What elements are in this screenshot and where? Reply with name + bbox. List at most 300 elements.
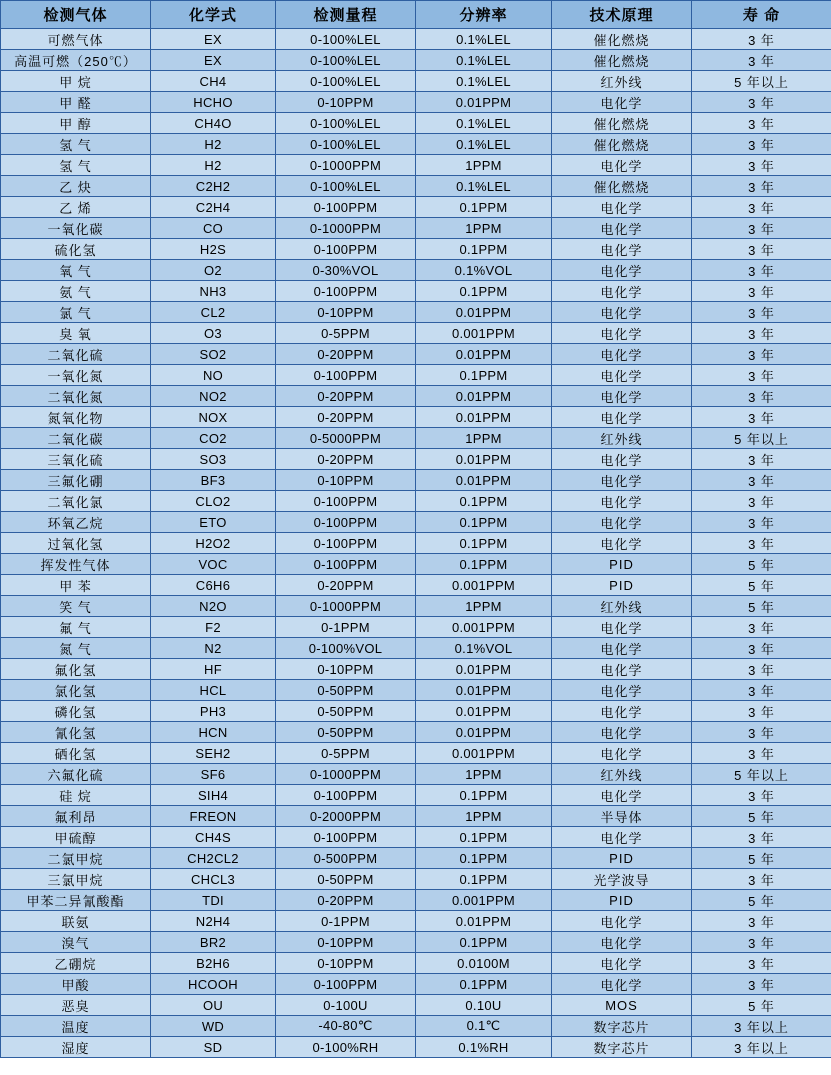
cell-detection-range: 0-100%LEL bbox=[276, 134, 416, 155]
table-row bbox=[1, 785, 831, 806]
cell-detection-range: 0-1000PPM bbox=[276, 218, 416, 239]
cell-resolution: 0.1PPM bbox=[416, 974, 552, 995]
cell-resolution: 0.001PPM bbox=[416, 323, 552, 344]
cell-detection-range: 0-100%LEL bbox=[276, 29, 416, 50]
cell-gas-name: 二氧化碳 bbox=[1, 428, 151, 449]
cell-resolution: 0.01PPM bbox=[416, 722, 552, 743]
cell-gas-name: 高温可燃（250℃） bbox=[1, 50, 151, 71]
cell-chemical-formula: EX bbox=[151, 50, 276, 71]
cell-gas-name: 二氧化硫 bbox=[1, 344, 151, 365]
cell-gas-name: 环氧乙烷 bbox=[1, 512, 151, 533]
table-row bbox=[1, 722, 831, 743]
cell-technical-principle: 电化学 bbox=[552, 239, 692, 260]
cell-gas-name: 三氯甲烷 bbox=[1, 869, 151, 890]
cell-detection-range: 0-100U bbox=[276, 995, 416, 1016]
cell-lifetime: 3 年 bbox=[692, 197, 831, 218]
cell-technical-principle: 电化学 bbox=[552, 743, 692, 764]
table-row bbox=[1, 638, 831, 659]
cell-gas-name: 乙 炔 bbox=[1, 176, 151, 197]
cell-technical-principle: 电化学 bbox=[552, 932, 692, 953]
cell-chemical-formula: C2H2 bbox=[151, 176, 276, 197]
table-row bbox=[1, 491, 831, 512]
table-row bbox=[1, 386, 831, 407]
cell-detection-range: 0-100%VOL bbox=[276, 638, 416, 659]
table-row bbox=[1, 533, 831, 554]
cell-detection-range: 0-50PPM bbox=[276, 701, 416, 722]
cell-resolution: 0.001PPM bbox=[416, 890, 552, 911]
cell-detection-range: 0-10PPM bbox=[276, 932, 416, 953]
cell-detection-range: 0-20PPM bbox=[276, 575, 416, 596]
cell-technical-principle: 红外线 bbox=[552, 596, 692, 617]
cell-chemical-formula: OU bbox=[151, 995, 276, 1016]
cell-resolution: 0.001PPM bbox=[416, 575, 552, 596]
cell-detection-range: 0-100PPM bbox=[276, 365, 416, 386]
cell-resolution: 1PPM bbox=[416, 764, 552, 785]
cell-resolution: 0.1%RH bbox=[416, 1037, 552, 1058]
column-header-range: 检测量程 bbox=[276, 1, 416, 29]
cell-gas-name: 温度 bbox=[1, 1016, 151, 1037]
cell-resolution: 0.1%LEL bbox=[416, 176, 552, 197]
cell-technical-principle: 电化学 bbox=[552, 344, 692, 365]
cell-detection-range: 0-100%RH bbox=[276, 1037, 416, 1058]
cell-technical-principle: 电化学 bbox=[552, 302, 692, 323]
cell-resolution: 0.001PPM bbox=[416, 617, 552, 638]
cell-gas-name: 甲 醇 bbox=[1, 113, 151, 134]
cell-resolution: 0.01PPM bbox=[416, 449, 552, 470]
cell-technical-principle: 催化燃烧 bbox=[552, 29, 692, 50]
cell-detection-range: 0-100%LEL bbox=[276, 113, 416, 134]
table-row bbox=[1, 512, 831, 533]
cell-gas-name: 笑 气 bbox=[1, 596, 151, 617]
cell-detection-range: 0-1000PPM bbox=[276, 764, 416, 785]
column-header-principle: 技术原理 bbox=[552, 1, 692, 29]
cell-technical-principle: 电化学 bbox=[552, 365, 692, 386]
cell-chemical-formula: CH4 bbox=[151, 71, 276, 92]
cell-lifetime: 3 年 bbox=[692, 302, 831, 323]
cell-technical-principle: 电化学 bbox=[552, 260, 692, 281]
cell-resolution: 0.1PPM bbox=[416, 827, 552, 848]
cell-lifetime: 3 年 bbox=[692, 680, 831, 701]
cell-chemical-formula: O3 bbox=[151, 323, 276, 344]
cell-resolution: 1PPM bbox=[416, 428, 552, 449]
cell-technical-principle: 红外线 bbox=[552, 764, 692, 785]
cell-gas-name: 硅 烷 bbox=[1, 785, 151, 806]
cell-lifetime: 3 年 bbox=[692, 113, 831, 134]
cell-chemical-formula: SIH4 bbox=[151, 785, 276, 806]
table-body bbox=[1, 29, 831, 1058]
cell-lifetime: 3 年 bbox=[692, 155, 831, 176]
cell-lifetime: 3 年 bbox=[692, 743, 831, 764]
cell-resolution: 1PPM bbox=[416, 596, 552, 617]
cell-detection-range: 0-1PPM bbox=[276, 617, 416, 638]
cell-technical-principle: 红外线 bbox=[552, 71, 692, 92]
cell-detection-range: 0-5PPM bbox=[276, 743, 416, 764]
cell-resolution: 0.1%LEL bbox=[416, 29, 552, 50]
cell-gas-name: 氮 气 bbox=[1, 638, 151, 659]
table-row bbox=[1, 554, 831, 575]
cell-technical-principle: 数字芯片 bbox=[552, 1016, 692, 1037]
cell-lifetime: 5 年 bbox=[692, 806, 831, 827]
cell-resolution: 0.1PPM bbox=[416, 491, 552, 512]
cell-technical-principle: 电化学 bbox=[552, 533, 692, 554]
cell-detection-range: 0-10PPM bbox=[276, 302, 416, 323]
cell-detection-range: 0-1000PPM bbox=[276, 596, 416, 617]
cell-technical-principle: 电化学 bbox=[552, 911, 692, 932]
column-header-formula: 化学式 bbox=[151, 1, 276, 29]
cell-gas-name: 联氨 bbox=[1, 911, 151, 932]
cell-lifetime: 3 年以上 bbox=[692, 1037, 831, 1058]
cell-resolution: 0.01PPM bbox=[416, 344, 552, 365]
cell-technical-principle: 电化学 bbox=[552, 953, 692, 974]
cell-technical-principle: PID bbox=[552, 575, 692, 596]
cell-resolution: 0.1℃ bbox=[416, 1016, 552, 1037]
cell-gas-name: 恶臭 bbox=[1, 995, 151, 1016]
cell-detection-range: 0-100PPM bbox=[276, 554, 416, 575]
table-row bbox=[1, 428, 831, 449]
cell-detection-range: 0-20PPM bbox=[276, 386, 416, 407]
cell-detection-range: 0-5PPM bbox=[276, 323, 416, 344]
cell-technical-principle: 电化学 bbox=[552, 323, 692, 344]
cell-lifetime: 5 年 bbox=[692, 848, 831, 869]
cell-detection-range: 0-100PPM bbox=[276, 827, 416, 848]
cell-chemical-formula: O2 bbox=[151, 260, 276, 281]
cell-resolution: 0.1PPM bbox=[416, 533, 552, 554]
cell-chemical-formula: HF bbox=[151, 659, 276, 680]
cell-lifetime: 3 年 bbox=[692, 785, 831, 806]
cell-chemical-formula: NOX bbox=[151, 407, 276, 428]
cell-lifetime: 5 年 bbox=[692, 596, 831, 617]
cell-gas-name: 三氟化硼 bbox=[1, 470, 151, 491]
table-row bbox=[1, 848, 831, 869]
cell-lifetime: 3 年 bbox=[692, 932, 831, 953]
cell-detection-range: 0-20PPM bbox=[276, 449, 416, 470]
cell-resolution: 1PPM bbox=[416, 218, 552, 239]
cell-resolution: 0.01PPM bbox=[416, 92, 552, 113]
table-row bbox=[1, 302, 831, 323]
cell-detection-range: 0-50PPM bbox=[276, 869, 416, 890]
cell-chemical-formula: SO3 bbox=[151, 449, 276, 470]
cell-gas-name: 硫化氢 bbox=[1, 239, 151, 260]
cell-resolution: 0.1PPM bbox=[416, 869, 552, 890]
cell-detection-range: 0-100%LEL bbox=[276, 176, 416, 197]
cell-chemical-formula: NO2 bbox=[151, 386, 276, 407]
cell-chemical-formula: HCN bbox=[151, 722, 276, 743]
cell-technical-principle: 电化学 bbox=[552, 974, 692, 995]
cell-lifetime: 3 年 bbox=[692, 218, 831, 239]
cell-chemical-formula: B2H6 bbox=[151, 953, 276, 974]
cell-resolution: 0.1%VOL bbox=[416, 260, 552, 281]
cell-chemical-formula: CLO2 bbox=[151, 491, 276, 512]
cell-detection-range: 0-100PPM bbox=[276, 239, 416, 260]
cell-resolution: 0.1PPM bbox=[416, 512, 552, 533]
cell-resolution: 0.01PPM bbox=[416, 701, 552, 722]
cell-chemical-formula: CL2 bbox=[151, 302, 276, 323]
cell-technical-principle: 电化学 bbox=[552, 680, 692, 701]
table-row bbox=[1, 197, 831, 218]
cell-gas-name: 二氧化氯 bbox=[1, 491, 151, 512]
cell-resolution: 0.01PPM bbox=[416, 407, 552, 428]
cell-resolution: 0.10U bbox=[416, 995, 552, 1016]
cell-gas-name: 六氟化硫 bbox=[1, 764, 151, 785]
cell-gas-name: 一氧化碳 bbox=[1, 218, 151, 239]
cell-lifetime: 5 年以上 bbox=[692, 71, 831, 92]
cell-chemical-formula: NO bbox=[151, 365, 276, 386]
cell-gas-name: 挥发性气体 bbox=[1, 554, 151, 575]
cell-technical-principle: PID bbox=[552, 848, 692, 869]
cell-chemical-formula: NH3 bbox=[151, 281, 276, 302]
cell-chemical-formula: TDI bbox=[151, 890, 276, 911]
cell-resolution: 0.1%VOL bbox=[416, 638, 552, 659]
cell-lifetime: 3 年 bbox=[692, 407, 831, 428]
cell-lifetime: 3 年 bbox=[692, 701, 831, 722]
cell-gas-name: 湿度 bbox=[1, 1037, 151, 1058]
cell-detection-range: 0-1PPM bbox=[276, 911, 416, 932]
cell-resolution: 1PPM bbox=[416, 155, 552, 176]
cell-technical-principle: 电化学 bbox=[552, 470, 692, 491]
cell-lifetime: 3 年 bbox=[692, 827, 831, 848]
cell-technical-principle: 电化学 bbox=[552, 92, 692, 113]
cell-resolution: 1PPM bbox=[416, 806, 552, 827]
cell-chemical-formula: H2O2 bbox=[151, 533, 276, 554]
cell-gas-name: 氮氧化物 bbox=[1, 407, 151, 428]
cell-gas-name: 氰化氢 bbox=[1, 722, 151, 743]
cell-gas-name: 氯 气 bbox=[1, 302, 151, 323]
cell-technical-principle: 数字芯片 bbox=[552, 1037, 692, 1058]
table-row bbox=[1, 953, 831, 974]
cell-lifetime: 3 年 bbox=[692, 134, 831, 155]
table-row bbox=[1, 470, 831, 491]
cell-lifetime: 3 年 bbox=[692, 869, 831, 890]
cell-resolution: 0.01PPM bbox=[416, 302, 552, 323]
cell-technical-principle: PID bbox=[552, 554, 692, 575]
cell-chemical-formula: CH4S bbox=[151, 827, 276, 848]
cell-gas-name: 臭 氧 bbox=[1, 323, 151, 344]
cell-chemical-formula: C2H4 bbox=[151, 197, 276, 218]
cell-technical-principle: 电化学 bbox=[552, 449, 692, 470]
cell-detection-range: 0-2000PPM bbox=[276, 806, 416, 827]
table-row bbox=[1, 71, 831, 92]
cell-gas-name: 氟化氢 bbox=[1, 659, 151, 680]
cell-resolution: 0.1%LEL bbox=[416, 113, 552, 134]
cell-detection-range: 0-10PPM bbox=[276, 470, 416, 491]
cell-lifetime: 5 年 bbox=[692, 554, 831, 575]
cell-gas-name: 溴气 bbox=[1, 932, 151, 953]
table-row bbox=[1, 743, 831, 764]
cell-technical-principle: 催化燃烧 bbox=[552, 113, 692, 134]
cell-detection-range: -40-80℃ bbox=[276, 1016, 416, 1037]
cell-lifetime: 3 年 bbox=[692, 722, 831, 743]
cell-resolution: 0.01PPM bbox=[416, 386, 552, 407]
cell-technical-principle: 电化学 bbox=[552, 722, 692, 743]
cell-lifetime: 3 年 bbox=[692, 386, 831, 407]
cell-lifetime: 5 年 bbox=[692, 890, 831, 911]
cell-technical-principle: 催化燃烧 bbox=[552, 176, 692, 197]
cell-technical-principle: 红外线 bbox=[552, 428, 692, 449]
cell-chemical-formula: SO2 bbox=[151, 344, 276, 365]
table-row bbox=[1, 323, 831, 344]
cell-technical-principle: 光学波导 bbox=[552, 869, 692, 890]
cell-lifetime: 3 年 bbox=[692, 239, 831, 260]
cell-gas-name: 硒化氢 bbox=[1, 743, 151, 764]
cell-chemical-formula: BR2 bbox=[151, 932, 276, 953]
cell-gas-name: 氧 气 bbox=[1, 260, 151, 281]
cell-lifetime: 3 年 bbox=[692, 449, 831, 470]
table-row bbox=[1, 617, 831, 638]
cell-detection-range: 0-30%VOL bbox=[276, 260, 416, 281]
cell-lifetime: 3 年以上 bbox=[692, 1016, 831, 1037]
cell-gas-name: 氟利昂 bbox=[1, 806, 151, 827]
cell-gas-name: 甲 烷 bbox=[1, 71, 151, 92]
cell-lifetime: 3 年 bbox=[692, 911, 831, 932]
cell-lifetime: 3 年 bbox=[692, 470, 831, 491]
cell-lifetime: 3 年 bbox=[692, 176, 831, 197]
cell-gas-name: 三氧化硫 bbox=[1, 449, 151, 470]
cell-detection-range: 0-100PPM bbox=[276, 785, 416, 806]
cell-gas-name: 甲苯二异氰酸酯 bbox=[1, 890, 151, 911]
cell-gas-name: 可燃气体 bbox=[1, 29, 151, 50]
cell-lifetime: 3 年 bbox=[692, 974, 831, 995]
cell-chemical-formula: VOC bbox=[151, 554, 276, 575]
cell-resolution: 0.1PPM bbox=[416, 197, 552, 218]
cell-chemical-formula: FREON bbox=[151, 806, 276, 827]
cell-detection-range: 0-50PPM bbox=[276, 722, 416, 743]
table-row bbox=[1, 659, 831, 680]
cell-lifetime: 3 年 bbox=[692, 659, 831, 680]
cell-technical-principle: 电化学 bbox=[552, 281, 692, 302]
cell-technical-principle: 电化学 bbox=[552, 491, 692, 512]
table-row bbox=[1, 239, 831, 260]
cell-chemical-formula: WD bbox=[151, 1016, 276, 1037]
cell-gas-name: 乙硼烷 bbox=[1, 953, 151, 974]
cell-detection-range: 0-5000PPM bbox=[276, 428, 416, 449]
cell-resolution: 0.01PPM bbox=[416, 659, 552, 680]
cell-lifetime: 5 年 bbox=[692, 575, 831, 596]
cell-chemical-formula: SF6 bbox=[151, 764, 276, 785]
table-row bbox=[1, 344, 831, 365]
table-header bbox=[1, 1, 831, 29]
table-row bbox=[1, 449, 831, 470]
cell-gas-name: 过氧化氢 bbox=[1, 533, 151, 554]
cell-technical-principle: 电化学 bbox=[552, 155, 692, 176]
table-row bbox=[1, 50, 831, 71]
table-row bbox=[1, 155, 831, 176]
table-row bbox=[1, 176, 831, 197]
table-row bbox=[1, 113, 831, 134]
cell-detection-range: 0-100PPM bbox=[276, 281, 416, 302]
cell-chemical-formula: N2H4 bbox=[151, 911, 276, 932]
cell-lifetime: 3 年 bbox=[692, 281, 831, 302]
cell-gas-name: 二氧化氮 bbox=[1, 386, 151, 407]
cell-chemical-formula: CHCL3 bbox=[151, 869, 276, 890]
cell-lifetime: 3 年 bbox=[692, 92, 831, 113]
cell-gas-name: 甲 苯 bbox=[1, 575, 151, 596]
cell-gas-name: 二氯甲烷 bbox=[1, 848, 151, 869]
cell-chemical-formula: SD bbox=[151, 1037, 276, 1058]
cell-gas-name: 氢 气 bbox=[1, 134, 151, 155]
cell-lifetime: 3 年 bbox=[692, 512, 831, 533]
cell-lifetime: 3 年 bbox=[692, 50, 831, 71]
cell-lifetime: 3 年 bbox=[692, 365, 831, 386]
column-header-lifetime: 寿 命 bbox=[692, 1, 831, 29]
table-row bbox=[1, 995, 831, 1016]
cell-detection-range: 0-10PPM bbox=[276, 659, 416, 680]
cell-detection-range: 0-100%LEL bbox=[276, 71, 416, 92]
table-row bbox=[1, 596, 831, 617]
cell-chemical-formula: HCL bbox=[151, 680, 276, 701]
cell-resolution: 0.1PPM bbox=[416, 365, 552, 386]
cell-chemical-formula: N2O bbox=[151, 596, 276, 617]
table-row bbox=[1, 974, 831, 995]
cell-resolution: 0.0100M bbox=[416, 953, 552, 974]
cell-detection-range: 0-20PPM bbox=[276, 407, 416, 428]
table-row bbox=[1, 890, 831, 911]
cell-technical-principle: 电化学 bbox=[552, 701, 692, 722]
cell-resolution: 0.1%LEL bbox=[416, 134, 552, 155]
cell-chemical-formula: H2S bbox=[151, 239, 276, 260]
cell-gas-name: 氯化氢 bbox=[1, 680, 151, 701]
cell-chemical-formula: N2 bbox=[151, 638, 276, 659]
cell-detection-range: 0-500PPM bbox=[276, 848, 416, 869]
cell-detection-range: 0-100PPM bbox=[276, 533, 416, 554]
cell-technical-principle: 半导体 bbox=[552, 806, 692, 827]
table-row bbox=[1, 1037, 831, 1058]
table-row bbox=[1, 281, 831, 302]
table-row bbox=[1, 92, 831, 113]
cell-chemical-formula: C6H6 bbox=[151, 575, 276, 596]
cell-gas-name: 甲硫醇 bbox=[1, 827, 151, 848]
cell-technical-principle: 电化学 bbox=[552, 785, 692, 806]
cell-chemical-formula: CO2 bbox=[151, 428, 276, 449]
table-row bbox=[1, 764, 831, 785]
cell-technical-principle: 电化学 bbox=[552, 218, 692, 239]
cell-lifetime: 3 年 bbox=[692, 533, 831, 554]
cell-gas-name: 氢 气 bbox=[1, 155, 151, 176]
cell-lifetime: 5 年以上 bbox=[692, 428, 831, 449]
cell-detection-range: 0-10PPM bbox=[276, 953, 416, 974]
cell-resolution: 0.01PPM bbox=[416, 470, 552, 491]
cell-detection-range: 0-100PPM bbox=[276, 491, 416, 512]
cell-technical-principle: 催化燃烧 bbox=[552, 50, 692, 71]
cell-chemical-formula: H2 bbox=[151, 134, 276, 155]
cell-lifetime: 3 年 bbox=[692, 638, 831, 659]
cell-chemical-formula: ETO bbox=[151, 512, 276, 533]
cell-technical-principle: 电化学 bbox=[552, 827, 692, 848]
cell-detection-range: 0-20PPM bbox=[276, 890, 416, 911]
cell-lifetime: 3 年 bbox=[692, 617, 831, 638]
cell-resolution: 0.01PPM bbox=[416, 680, 552, 701]
cell-detection-range: 0-100PPM bbox=[276, 512, 416, 533]
table-row bbox=[1, 134, 831, 155]
cell-technical-principle: 电化学 bbox=[552, 659, 692, 680]
table-header-row bbox=[1, 1, 831, 29]
cell-chemical-formula: EX bbox=[151, 29, 276, 50]
cell-chemical-formula: H2 bbox=[151, 155, 276, 176]
cell-technical-principle: MOS bbox=[552, 995, 692, 1016]
cell-chemical-formula: PH3 bbox=[151, 701, 276, 722]
cell-chemical-formula: HCOOH bbox=[151, 974, 276, 995]
table-row bbox=[1, 701, 831, 722]
table-row bbox=[1, 365, 831, 386]
table-row bbox=[1, 29, 831, 50]
cell-technical-principle: 电化学 bbox=[552, 197, 692, 218]
cell-chemical-formula: SEH2 bbox=[151, 743, 276, 764]
cell-technical-principle: 电化学 bbox=[552, 638, 692, 659]
table-row bbox=[1, 911, 831, 932]
cell-chemical-formula: BF3 bbox=[151, 470, 276, 491]
cell-technical-principle: PID bbox=[552, 890, 692, 911]
cell-detection-range: 0-100PPM bbox=[276, 974, 416, 995]
cell-detection-range: 0-100PPM bbox=[276, 197, 416, 218]
